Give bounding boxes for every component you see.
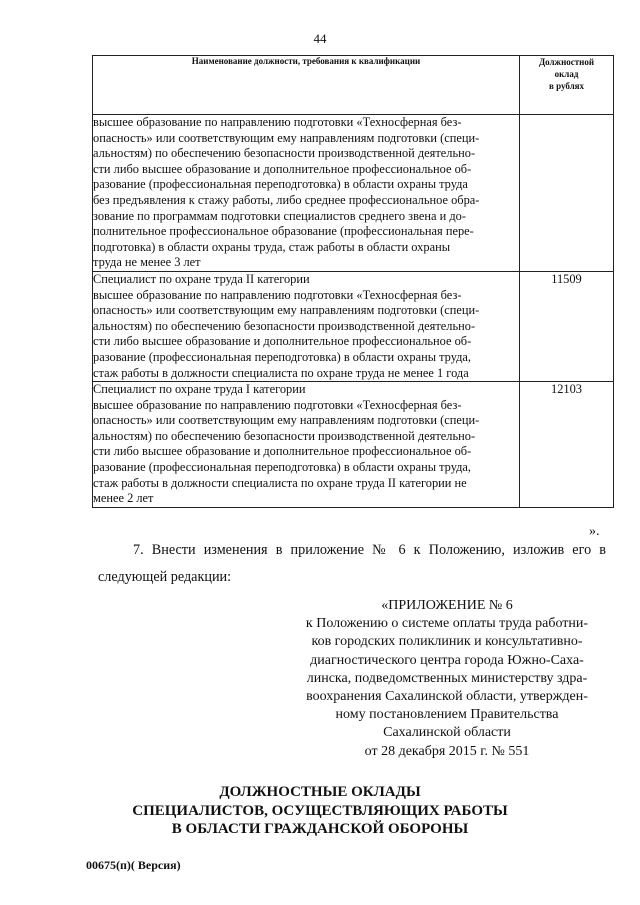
heading-line: ДОЛЖНОСТНЫЕ ОКЛАДЫ <box>219 784 421 800</box>
description-line: сти либо высшее образование и дополнительное профессиональное об- <box>93 161 472 176</box>
position-description <box>93 271 520 381</box>
amendment-paragraph-continuation: следующей редакции: <box>98 569 232 585</box>
description-line: высшее образование по направлению подготовки «Техносферная без- <box>93 115 462 129</box>
appendix-line: к Положению о системе оплаты труда работни- <box>305 616 589 632</box>
header-salary-line: Должностной <box>538 57 595 67</box>
appendix-block <box>282 597 612 761</box>
table-row <box>93 115 614 272</box>
description-line: разование (профессиональная переподготовка) в области охраны труда, <box>93 460 472 475</box>
table-header-row <box>93 56 614 115</box>
description-line: сти либо высшее образование и дополнительное профессиональное об- <box>93 444 472 459</box>
description-line: зование по программам подготовки специалистов среднего звена и до- <box>93 208 466 223</box>
header-salary-line: в рублях <box>548 81 585 91</box>
position-title: Специалист по охране труда I категории <box>93 382 306 397</box>
description-line: опасность» или соответствующим ему направлениям подготовки (специ- <box>93 130 480 145</box>
salary-table <box>92 55 614 508</box>
appendix-line: ков городских поликлиник и консультативно- <box>311 634 583 650</box>
position-title: Специалист по охране труда II категории <box>93 271 310 286</box>
description-line: опасность» или соответствующим ему направлениям подготовки (специ- <box>93 413 480 428</box>
header-position-requirements: Наименование должности, требования к квалификации <box>93 56 520 115</box>
salary-value <box>520 115 614 272</box>
section-heading <box>0 783 640 839</box>
heading-line: СПЕЦИАЛИСТОВ, ОСУЩЕСТВЛЯЮЩИХ РАБОТЫ <box>132 802 508 819</box>
appendix-line: Сахалинской области <box>383 725 511 741</box>
appendix-line: воохранения Сахалинской области, утвержден- <box>306 689 588 705</box>
description-line: разование (профессиональная переподготовка) в области охраны труда, <box>93 349 472 364</box>
appendix-line: от 28 декабря 2015 г. № 551 <box>364 743 530 759</box>
closing-quote: ». <box>589 524 600 539</box>
description-line: альностям) по обеспечению безопасности производственной деятельно- <box>93 146 476 161</box>
description-line: труда не менее 3 лет <box>93 255 201 270</box>
amendment-paragraph: 7. Внести изменения в приложение № 6 к Положению, изложив его в <box>133 542 606 558</box>
description-line: альностям) по обеспечению безопасности производственной деятельно- <box>93 318 476 333</box>
description-line: полнительное профессиональное образование (профессиональная пере- <box>93 224 474 239</box>
header-salary-line: оклад <box>554 69 579 79</box>
description-line: альностям) по обеспечению безопасности производственной деятельно- <box>93 428 476 443</box>
description-line: сти либо высшее образование и дополнительное профессиональное об- <box>93 334 472 349</box>
description-line: высшее образование по направлению подготовки «Техносферная без- <box>93 397 462 412</box>
description-line: опасность» или соответствующим ему направлениям подготовки (специ- <box>93 303 480 318</box>
description-line: высшее образование по направлению подготовки «Техносферная без- <box>93 287 462 302</box>
heading-line: В ОБЛАСТИ ГРАЖДАНСКОЙ ОБОРОНЫ <box>171 821 469 837</box>
page-number: 44 <box>313 31 327 46</box>
table-row <box>93 271 614 381</box>
description-line: стаж работы в должности специалиста по охране труда не менее 1 года <box>93 365 469 380</box>
position-description <box>93 382 520 508</box>
appendix-line: линска, подведомственных министерству здра- <box>306 670 588 686</box>
document-code: 00675(п)( Версия) <box>86 858 181 872</box>
appendix-line: диагностического центра города Южно-Саха- <box>310 652 584 668</box>
header-salary <box>520 56 614 115</box>
salary-value: 11509 <box>520 271 614 381</box>
description-line: разование (профессиональная переподготовка) в области охраны труда <box>93 177 468 192</box>
position-description <box>93 115 520 272</box>
description-line: стаж работы в должности специалиста по охране труда II категории не <box>93 475 467 490</box>
table-row <box>93 382 614 508</box>
description-line: менее 2 лет <box>93 491 154 506</box>
description-line: подготовка) в области охраны труда, стаж работы в области охраны <box>93 239 451 254</box>
salary-value: 12103 <box>520 382 614 508</box>
appendix-title: «ПРИЛОЖЕНИЕ № 6 <box>381 598 513 613</box>
appendix-line: ному постановлением Правительства <box>335 707 559 723</box>
description-line: без предъявления к стажу работы, либо среднее профессиональное обра- <box>93 192 480 207</box>
